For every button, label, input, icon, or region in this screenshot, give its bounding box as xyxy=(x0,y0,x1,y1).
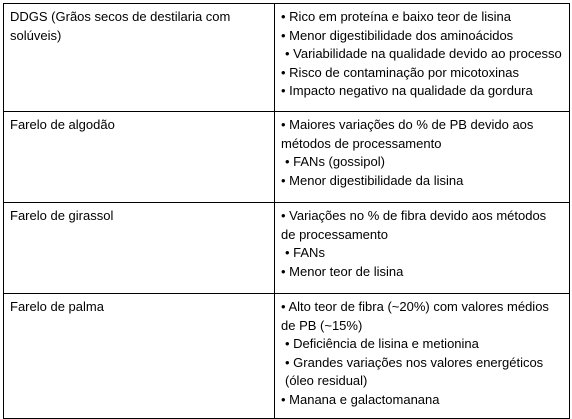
characteristics-cell xyxy=(275,294,570,419)
list-item: • Variabilidade na qualidade devido ao processo xyxy=(285,46,562,61)
list-item: • Menor digestibilidade dos aminoácidos xyxy=(281,27,514,43)
list-item: • Maiores variações do % de PB devido aos métodos de processamento xyxy=(281,117,534,151)
list-item: • Deficiência de lisina e metionina xyxy=(285,336,479,351)
ingredient-cell xyxy=(4,294,275,419)
table-row xyxy=(4,4,570,112)
ingredient-cell xyxy=(4,112,275,203)
list-item: • Menor teor de lisina xyxy=(281,263,404,279)
characteristics-cell xyxy=(275,4,570,112)
ingredient-name: Farelo de palma xyxy=(10,299,104,314)
list-item: • Alto teor de fibra (~20%) com valores médios de PB (~15%) xyxy=(281,299,549,333)
list-item: • Manana e galactomanana xyxy=(281,391,440,407)
list-item: • Grandes variações nos valores energéticos (óleo residual) xyxy=(285,354,544,388)
characteristics-cell xyxy=(275,112,570,203)
list-item: • Impacto negativo na qualidade da gordura xyxy=(281,83,533,98)
ingredient-name: DDGS (Grãos secos de destilaria com solúveis) xyxy=(10,9,231,43)
characteristics-list xyxy=(281,207,563,281)
list-item: • Rico em proteína e baixo teor de lisina xyxy=(281,9,512,24)
list-item: • Menor digestibilidade da lisina xyxy=(281,172,464,188)
characteristics-list xyxy=(281,298,563,409)
characteristics-list xyxy=(281,8,563,101)
table-row xyxy=(4,203,570,294)
list-item: • FANs xyxy=(285,245,325,260)
list-item: • Variações no % de fibra devido aos métodos de processamento xyxy=(281,208,547,242)
ingredient-cell xyxy=(4,4,275,112)
table-row xyxy=(4,112,570,203)
characteristics-cell xyxy=(275,203,570,294)
ingredient-name: Farelo de algodão xyxy=(10,117,115,132)
ingredients-table xyxy=(3,3,570,419)
ingredient-cell xyxy=(4,203,275,294)
ingredient-name: Farelo de girassol xyxy=(10,208,114,223)
list-item: • Risco de contaminação por micotoxinas xyxy=(281,64,519,80)
characteristics-list xyxy=(281,116,563,190)
table-row xyxy=(4,294,570,419)
list-item: • FANs (gossipol) xyxy=(285,154,385,169)
